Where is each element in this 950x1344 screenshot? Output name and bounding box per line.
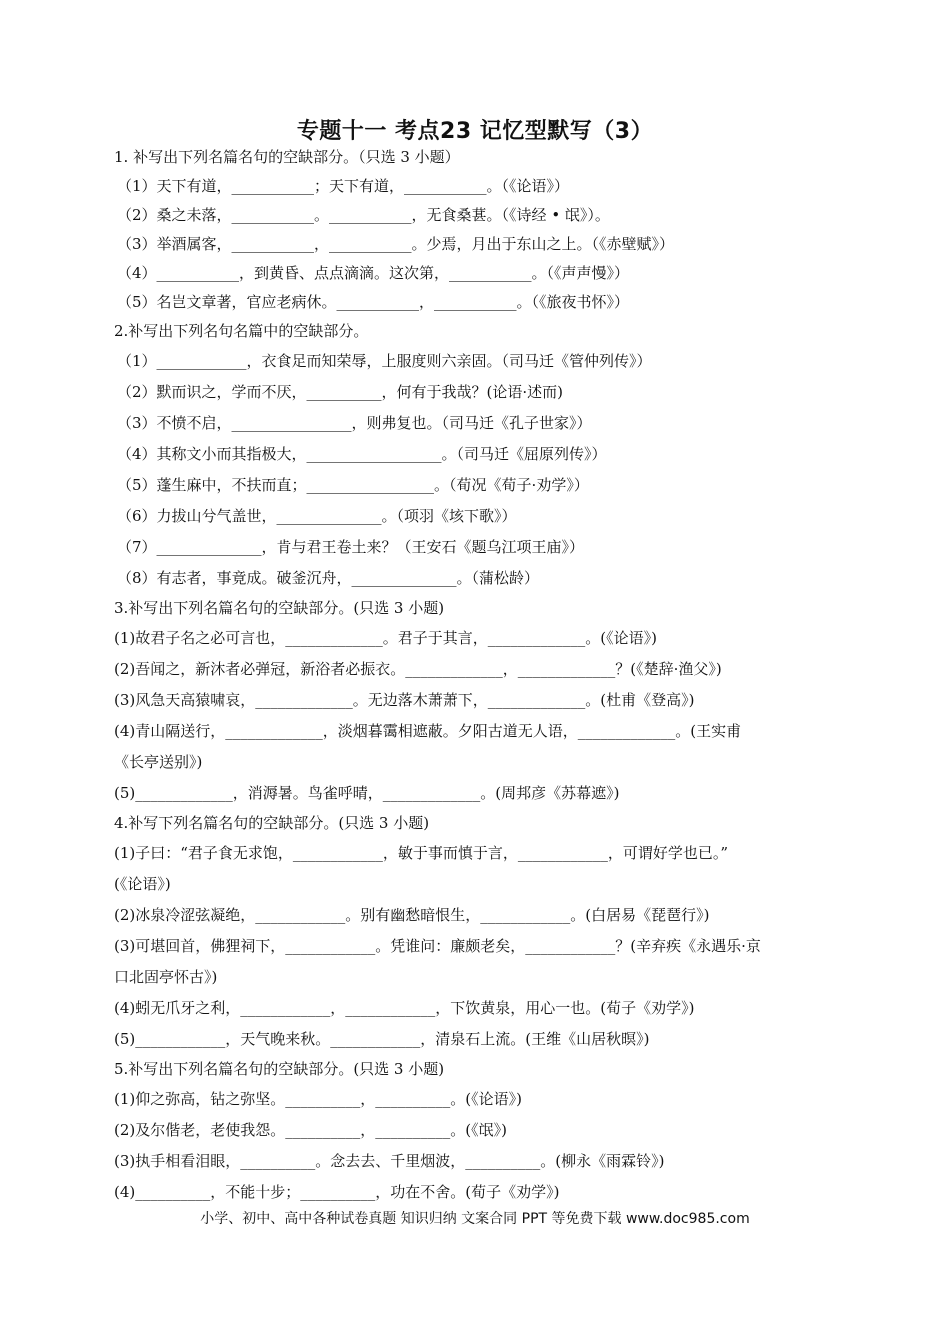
document-title: 专题十一 考点23 记忆型默写（3） — [296, 119, 654, 144]
document-line: (5)____________，天气晚来秋。____________，清泉石上流。(王维《山居秋暝》) — [114, 1030, 650, 1048]
document-body — [114, 143, 844, 1208]
document-line: （1）____________，衣食足而知荣辱，上服度则六亲固。（司马迁《管仲列传》） — [117, 352, 652, 370]
document-line: （7）______________，肯与君王卷土来？（王安石《题乌江项王庙》） — [117, 538, 585, 556]
document-line: （1）天下有道，___________；天下有道，___________。（《论语》） — [117, 177, 570, 195]
document-line: 2.补写出下列名句名篇中的空缺部分。 — [114, 322, 369, 340]
document-line: （3）举酒属客，___________，___________。少焉，月出于东山之上。（《赤壁赋》） — [117, 235, 675, 253]
document-line: （5）名岂文章著，官应老病休。___________，___________。（《旅夜书怀》） — [117, 293, 630, 311]
document-line: （6）力拔山兮气盖世，______________。（项羽《垓下歌》） — [117, 507, 517, 525]
document-line: （2）桑之未落，___________。___________，无食桑葚。（《诗经 • 氓》）。 — [117, 206, 610, 224]
document-line: （5）蓬生麻中，不扶而直；_________________。（荀况《荀子·劝学》） — [117, 476, 589, 494]
document-line: (3)可堪回首，佛狸祠下，____________。凭谁问：廉颇老矣，____________？(辛弃疾《永遇乐·京 — [114, 937, 761, 955]
document-line: 《长亭送别》) — [114, 753, 203, 771]
document-line: （2）默而识之，学而不厌，__________，何有于我哉？(论语·述而) — [117, 383, 564, 401]
document-line: (4)__________，不能十步；__________，功在不舍。(荀子《劝学》) — [114, 1183, 560, 1201]
document-line: （8）有志者，事竟成。破釜沉舟，______________。（蒲松龄） — [117, 569, 540, 587]
document-line: (2)吾闻之，新沐者必弹冠，新浴者必振衣。_____________，_____________？(《楚辞·渔父》) — [114, 660, 722, 678]
document-line: (1)仰之弥高，钻之弥坚。__________，__________。(《论语》) — [114, 1090, 522, 1108]
document-line: (3)执手相看泪眼，__________。念去去、千里烟波，__________。(柳永《雨霖铃》) — [114, 1152, 665, 1170]
document-line: (3)风急天高猿啸哀，_____________。无边落木萧萧下，_____________。(杜甫《登高》) — [114, 691, 695, 709]
document-line: (4)青山隔送行，_____________，淡烟暮霭相遮蔽。夕阳古道无人语，_____________。(王实甫 — [114, 722, 742, 740]
document-line: 1. 补写出下列名篇名句的空缺部分。（只选 3 小题） — [114, 148, 460, 166]
document-line: 5.补写出下列名篇名句的空缺部分。(只选 3 小题) — [114, 1060, 445, 1078]
document-line: (1)故君子名之必可言也，_____________。君子于其言，_____________。(《论语》) — [114, 629, 657, 647]
document-line: (1)子曰：“君子食无求饱，____________，敏于事而慎于言，____________，可谓好学也已。” — [114, 844, 729, 862]
document-line: (5)_____________，消溽暑。鸟雀呼晴，_____________。(周邦彦《苏幕遮》) — [114, 784, 620, 802]
document-line: (2)冰泉冷涩弦凝绝，____________。别有幽愁暗恨生，____________。(白居易《琵琶行》) — [114, 906, 710, 924]
document-line: (4)蚓无爪牙之利，____________，____________，下饮黄泉，用心一也。(荀子《劝学》) — [114, 999, 695, 1017]
document-line: 口北固亭怀古》) — [114, 968, 218, 986]
document-line: (2)及尔偕老，老使我怨。__________，__________。(《氓》) — [114, 1121, 507, 1139]
document-line: （4）其称文小而其指极大，__________________。（司马迁《屈原列传》） — [117, 445, 607, 463]
document-line: 4.补写下列名篇名句的空缺部分。(只选 3 小题) — [114, 814, 430, 832]
document-line: (《论语》) — [114, 875, 171, 893]
document-line: 3.补写出下列名篇名句的空缺部分。(只选 3 小题) — [114, 599, 445, 617]
document-line: （3）不愤不启，________________，则弗复也。（司马迁《孔子世家》） — [117, 414, 592, 432]
document-line: （4）___________，到黄昏、点点滴滴。这次第，___________。（《声声慢》） — [117, 264, 630, 282]
footer-ad-text: 小学、初中、高中各种试卷真题 知识归纳 文案合同 PPT 等免费下载 www.doc985.com — [200, 1211, 750, 1227]
